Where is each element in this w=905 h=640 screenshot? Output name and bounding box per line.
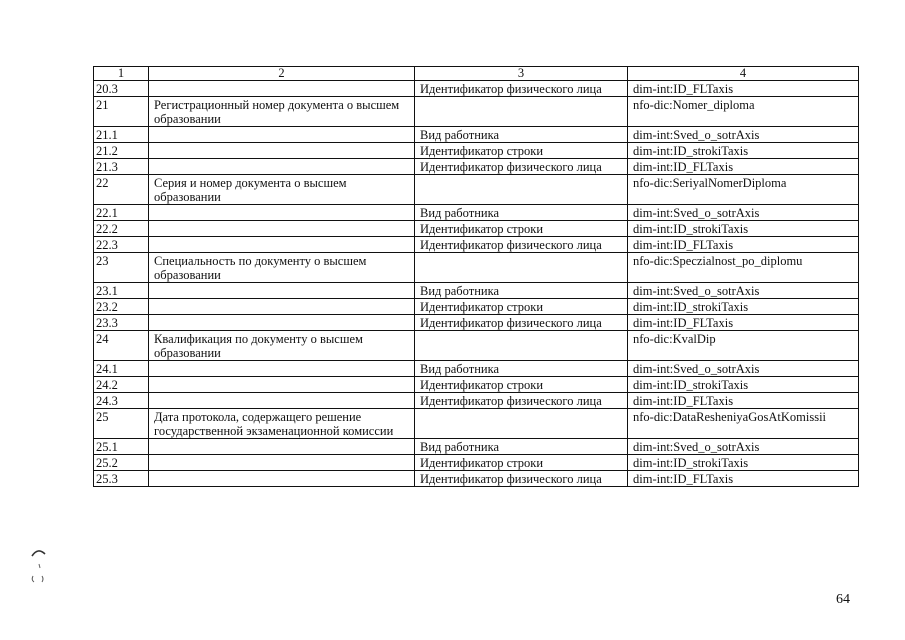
description-cell: Квалификация по документу о высшем образовании [149, 331, 415, 361]
data-table [93, 66, 859, 487]
dimension-cell: Идентификатор физического лица [415, 471, 628, 487]
element-name-cell: dim-int:ID_FLTaxis [628, 315, 859, 331]
table-row [94, 361, 859, 377]
row-number-cell: 24.3 [94, 393, 149, 409]
dimension-cell [415, 97, 628, 127]
description-cell [149, 237, 415, 253]
scan-margin-mark [30, 546, 52, 586]
row-number-cell: 24.1 [94, 361, 149, 377]
row-number-cell: 25 [94, 409, 149, 439]
table-row [94, 409, 859, 439]
dimension-cell: Идентификатор физического лица [415, 393, 628, 409]
dimension-cell: Вид работника [415, 439, 628, 455]
description-cell [149, 299, 415, 315]
element-name-cell: nfo-dic:Speczialnost_po_diplomu [628, 253, 859, 283]
table-row [94, 299, 859, 315]
element-name-cell: dim-int:ID_FLTaxis [628, 393, 859, 409]
dimension-cell: Идентификатор строки [415, 221, 628, 237]
description-cell [149, 361, 415, 377]
table-row [94, 377, 859, 393]
element-name-cell: dim-int:Sved_o_sotrAxis [628, 361, 859, 377]
dimension-cell: Идентификатор строки [415, 299, 628, 315]
row-number-cell: 23 [94, 253, 149, 283]
row-number-cell: 22.1 [94, 205, 149, 221]
table-row [94, 439, 859, 455]
dimension-cell: Вид работника [415, 283, 628, 299]
description-cell [149, 377, 415, 393]
description-cell [149, 205, 415, 221]
header-cell-4: 4 [628, 67, 859, 81]
element-name-cell: dim-int:Sved_o_sotrAxis [628, 283, 859, 299]
element-name-cell: dim-int:ID_strokiTaxis [628, 221, 859, 237]
element-name-cell: dim-int:ID_strokiTaxis [628, 455, 859, 471]
element-name-cell: nfo-dic:SeriyalNomerDiploma [628, 175, 859, 205]
element-name-cell: dim-int:Sved_o_sotrAxis [628, 205, 859, 221]
description-cell [149, 315, 415, 331]
description-cell [149, 439, 415, 455]
row-number-cell: 23.3 [94, 315, 149, 331]
header-row [94, 67, 859, 81]
dimension-cell: Вид работника [415, 361, 628, 377]
row-number-cell: 23.2 [94, 299, 149, 315]
element-name-cell: nfo-dic:DataResheniyaGosAtKomissii [628, 409, 859, 439]
element-name-cell: nfo-dic:Nomer_diploma [628, 97, 859, 127]
description-cell [149, 127, 415, 143]
element-name-cell: dim-int:ID_FLTaxis [628, 237, 859, 253]
dimension-cell: Идентификатор физического лица [415, 315, 628, 331]
table-row [94, 221, 859, 237]
table-row [94, 471, 859, 487]
row-number-cell: 21.2 [94, 143, 149, 159]
table-row [94, 81, 859, 97]
description-cell: Регистрационный номер документа о высшем образовании [149, 97, 415, 127]
description-cell [149, 471, 415, 487]
header-cell-3: 3 [415, 67, 628, 81]
table-row [94, 315, 859, 331]
description-cell [149, 221, 415, 237]
dimension-cell [415, 331, 628, 361]
dimension-cell: Вид работника [415, 205, 628, 221]
table-row [94, 159, 859, 175]
page-number: 64 [836, 592, 850, 607]
row-number-cell: 24 [94, 331, 149, 361]
description-cell [149, 393, 415, 409]
element-name-cell: dim-int:ID_FLTaxis [628, 471, 859, 487]
row-number-cell: 22 [94, 175, 149, 205]
table-row [94, 283, 859, 299]
dimension-cell: Идентификатор строки [415, 143, 628, 159]
description-cell [149, 455, 415, 471]
row-number-cell: 21.1 [94, 127, 149, 143]
element-name-cell: dim-int:ID_strokiTaxis [628, 143, 859, 159]
dimension-cell: Вид работника [415, 127, 628, 143]
description-cell: Специальность по документу о высшем образовании [149, 253, 415, 283]
row-number-cell: 22.2 [94, 221, 149, 237]
table-row [94, 253, 859, 283]
row-number-cell: 21 [94, 97, 149, 127]
element-name-cell: dim-int:ID_FLTaxis [628, 81, 859, 97]
row-number-cell: 25.3 [94, 471, 149, 487]
description-cell: Дата протокола, содержащего решение государственной экзаменационной комиссии [149, 409, 415, 439]
table-row [94, 455, 859, 471]
element-name-cell: dim-int:ID_strokiTaxis [628, 377, 859, 393]
table-row [94, 205, 859, 221]
description-cell [149, 143, 415, 159]
dimension-cell: Идентификатор физического лица [415, 81, 628, 97]
table-row [94, 331, 859, 361]
dimension-cell: Идентификатор строки [415, 377, 628, 393]
row-number-cell: 24.2 [94, 377, 149, 393]
element-name-cell: dim-int:Sved_o_sotrAxis [628, 439, 859, 455]
dimension-cell: Идентификатор строки [415, 455, 628, 471]
row-number-cell: 25.2 [94, 455, 149, 471]
description-cell [149, 283, 415, 299]
dimension-cell [415, 409, 628, 439]
table-row [94, 127, 859, 143]
table-row [94, 175, 859, 205]
table-row [94, 97, 859, 127]
row-number-cell: 23.1 [94, 283, 149, 299]
table-row [94, 143, 859, 159]
table-row [94, 393, 859, 409]
row-number-cell: 20.3 [94, 81, 149, 97]
dimension-cell: Идентификатор физического лица [415, 159, 628, 175]
description-cell [149, 81, 415, 97]
element-name-cell: nfo-dic:KvalDip [628, 331, 859, 361]
element-name-cell: dim-int:ID_FLTaxis [628, 159, 859, 175]
row-number-cell: 22.3 [94, 237, 149, 253]
row-number-cell: 25.1 [94, 439, 149, 455]
element-name-cell: dim-int:ID_strokiTaxis [628, 299, 859, 315]
table-row [94, 237, 859, 253]
header-cell-2: 2 [149, 67, 415, 81]
dimension-cell: Идентификатор физического лица [415, 237, 628, 253]
description-cell: Серия и номер документа о высшем образовании [149, 175, 415, 205]
dimension-cell [415, 175, 628, 205]
row-number-cell: 21.3 [94, 159, 149, 175]
header-cell-1: 1 [94, 67, 149, 81]
dimension-cell [415, 253, 628, 283]
table-body [94, 81, 859, 487]
description-cell [149, 159, 415, 175]
element-name-cell: dim-int:Sved_o_sotrAxis [628, 127, 859, 143]
